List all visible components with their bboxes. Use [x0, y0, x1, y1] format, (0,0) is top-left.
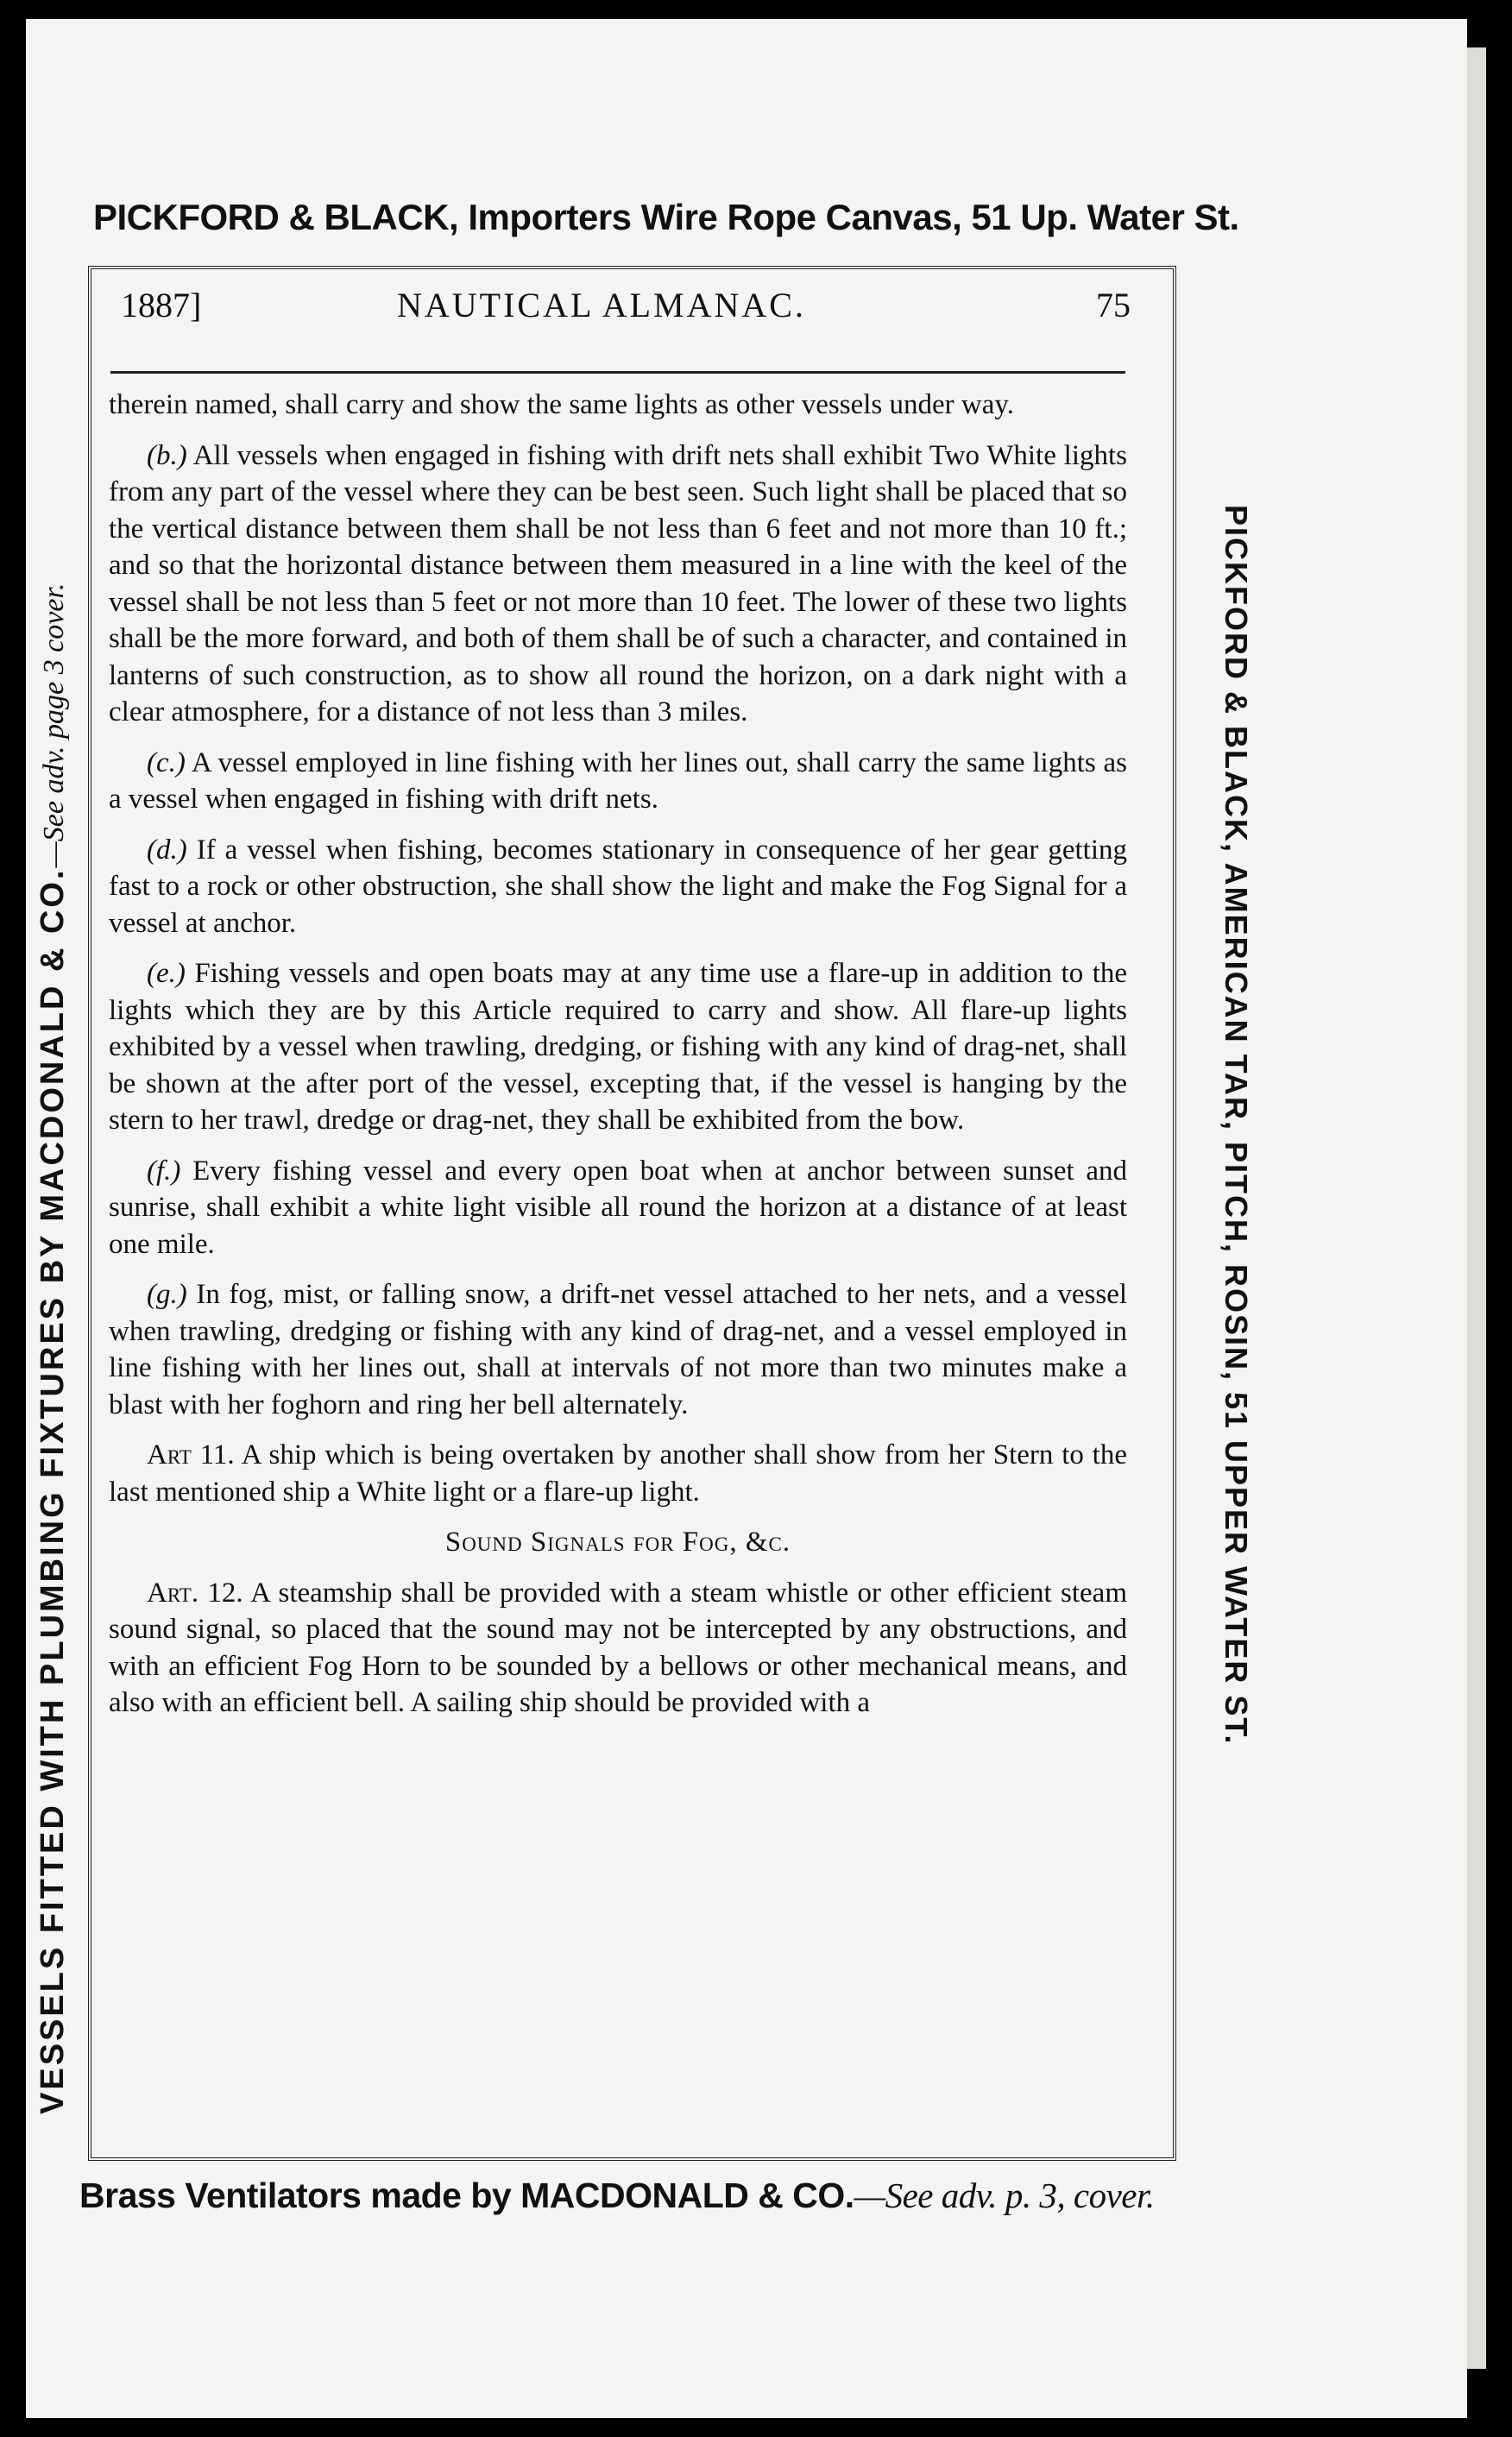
paragraph-g [109, 1276, 1127, 1423]
bottom-advertisement [79, 2175, 1158, 2216]
paragraph-art-11 [109, 1437, 1127, 1510]
header-rule [110, 371, 1125, 374]
text-art-12: A steamship shall be provided with a steam whistle or other efficient steam sound signal, so placed that the sound may not be intercepted by any obstructions, and with an efficient Fog Horn to be sounded by a bellows or other mechanical means, and also with an efficient bell. A sailing ship should be provided with a [109, 1577, 1127, 1718]
text-c: A vessel employed in line fishing with her lines out, shall carry the same lights as a vessel when engaged in fishing with drift nets. [109, 746, 1127, 815]
label-art-11: Art 11. [147, 1439, 235, 1470]
text-f: Every fishing vessel and every open boat when at anchor between sunset and sunrise, shall exhibit a white light visible all round the horizon at a distance of at least one mile. [109, 1155, 1128, 1260]
header-title: NAUTICAL ALMANAC. [397, 286, 806, 324]
paragraph-d [109, 832, 1127, 942]
right-advertisement: PICKFORD & BLACK, AMERICAN TAR, PITCH, ROSIN, 51 UPPER WATER ST. [1219, 505, 1254, 1746]
top-advertisement: PICKFORD & BLACK, Importers Wire Rope Canvas, 51 Up. Water St. [93, 197, 1239, 237]
paragraph-e [109, 955, 1127, 1139]
paragraph-b [109, 438, 1127, 731]
text-e: Fishing vessels and open boats may at any time use a flare-up in addition to the lights which they are by this Article required to carry and show. All flare-up lights exhibited by a vessel when trawling, dredging, or fishing with any kind of drag-net, shall be shown at the after port of the vessel, excepting that, if the vessel is hanging by the stern to her trawl, dredge or drag-net, they shall be exhibited from the bow. [109, 958, 1128, 1136]
label-b: (b.) [147, 439, 187, 471]
paragraph-continuation: therein named, shall carry and show the same lights as other vessels under way. [109, 389, 1014, 420]
text-b: All vessels when engaged in fishing with drift nets shall exhibit Two White lights from any part of the vessel where they can be best seen. Such light shall be placed that so the vertical distance between them shall be not less than 6 feet and not more than 10 ft.; and so that the horizontal distance between them measured in a line with the keel of the vessel shall be not less than 5 feet or not more than 10 feet. The lower of these two lights shall be the more forward, and both of them shall be of such a character, and contained in lanterns of such construction, as to show all round the horizon, on a dark night with a clear atmosphere, for a distance of not less than 3 miles. [109, 439, 1127, 727]
bottom-ad-note: —See adv. p. 3, cover. [854, 2176, 1155, 2215]
header-year: 1887] [121, 286, 202, 324]
paragraph-f [109, 1153, 1127, 1263]
bottom-ad-main: Brass Ventilators made by MACDONALD & CO. [79, 2176, 854, 2215]
page-number: 75 [1096, 286, 1131, 324]
label-c: (c.) [147, 746, 186, 778]
page-edge [1467, 47, 1486, 2369]
label-d: (d.) [147, 834, 187, 866]
label-e: (e.) [147, 958, 186, 989]
label-art-12: Art. 12. [147, 1577, 243, 1609]
paragraph-art-12 [109, 1575, 1127, 1722]
label-f: (f.) [147, 1155, 181, 1187]
label-g: (g.) [147, 1279, 187, 1310]
text-d: If a vessel when fishing, becomes stationary in consequence of her gear getting fast to a rock or other obstruction, she shall show the light and make the Fog Signal for a vessel at anchor. [109, 834, 1128, 939]
left-advertisement [35, 362, 86, 2114]
running-header [121, 285, 1131, 337]
text-g: In fog, mist, or falling snow, a drift-net vessel attached to her nets, and a vessel when trawling, dredging or fishing with any kind of drag-net, and a vessel employed in line fishing with her lines out, shall at intervals of not more than two minutes make a blast with her foghorn and ring her bell alternately. [109, 1279, 1128, 1420]
left-ad-note: —See adv. page 3 cover. [38, 582, 70, 868]
left-ad-main: VESSELS FITTED WITH PLUMBING FIXTURES BY MACDONALD & CO. [35, 867, 71, 2114]
paragraph-c [109, 745, 1127, 818]
section-heading: Sound Signals for Fog, &c. [444, 1527, 791, 1558]
text-art-11: A ship which is being overtaken by another shall show from her Stern to the last mentioned ship a White light or a flare-up light. [109, 1439, 1127, 1508]
body-text [109, 387, 1127, 1735]
